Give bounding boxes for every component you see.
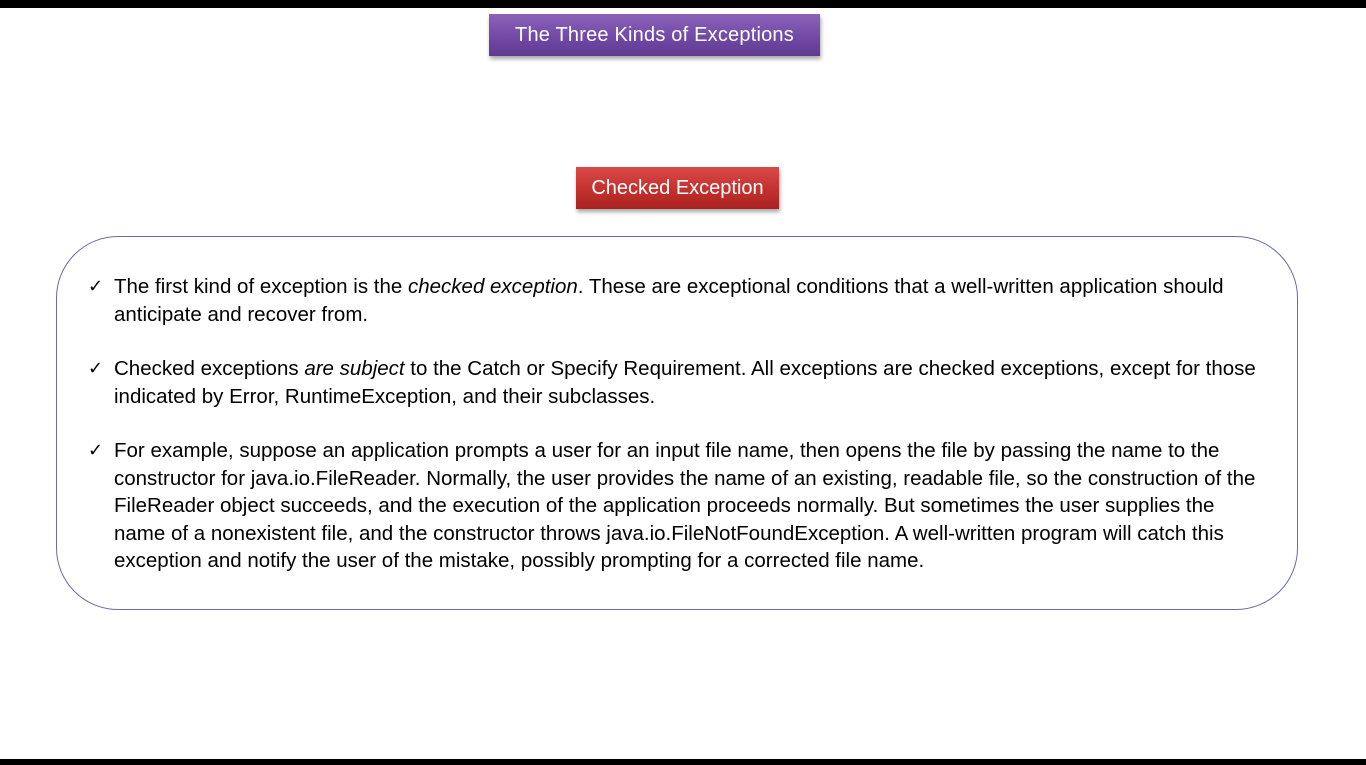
bullet-text: [114, 357, 1256, 408]
check-icon: ✓: [88, 358, 104, 379]
bullet-text-part: Checked exceptions: [114, 357, 305, 380]
bullet-text: [114, 439, 1255, 572]
bottom-border: [0, 759, 1366, 765]
bullet-emphasis: checked exception: [407, 275, 578, 298]
top-border: [0, 0, 1366, 8]
bullet-item: [88, 437, 1268, 575]
slide-title: The Three Kinds of Exceptions: [489, 14, 820, 56]
bullet-text: [114, 275, 1224, 326]
bullet-text-part: For example, suppose an application prompts a user for an input file name, then opens the file by passing the name to the constructor for java.io.FileReader. Normally, the user provides the name of an existing, readable file, so the construction of the FileReader object succeeds, and the execution of the application proceeds normally. But sometimes the user supplies the name of a nonexistent file, and the constructor throws java.io.FileNotFoundException. A well-written program will catch this exception and notify the user of the mistake, possibly prompting for a corrected file name.: [114, 439, 1256, 572]
check-icon: ✓: [88, 276, 104, 297]
section-label: Checked Exception: [576, 167, 779, 209]
bullet-list: [88, 273, 1268, 602]
bullet-emphasis: are subject: [304, 357, 405, 380]
bullet-text-part: The first kind of exception is the: [114, 275, 408, 298]
bullet-text-part: . These are exceptional conditions that a well-written application should anticipate and recover from.: [114, 275, 1224, 326]
bullet-item: [88, 355, 1268, 410]
bullet-item: [88, 273, 1268, 328]
bullet-text-part: to the Catch or Specify Requirement. All exceptions are checked exceptions, except for those indicated by Error, RuntimeException, and their subclasses.: [114, 357, 1256, 408]
check-icon: ✓: [88, 440, 104, 461]
